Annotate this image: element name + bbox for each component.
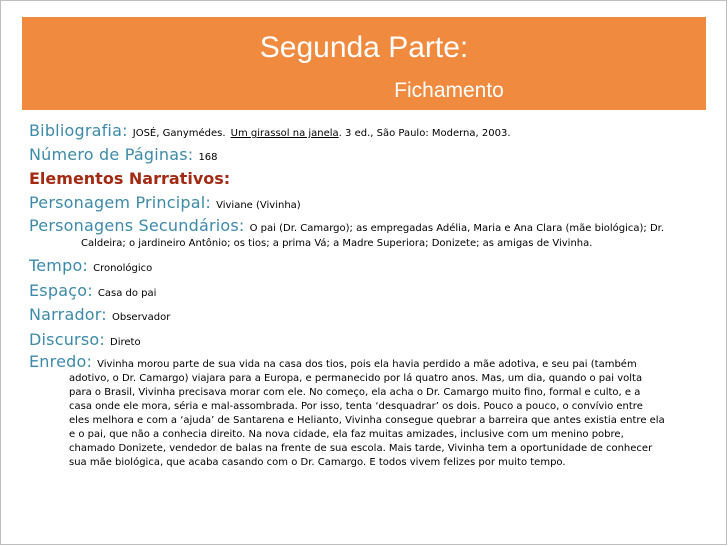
espaco-value: Casa do pai (97, 288, 157, 299)
bibliografia-edition: . 3 ed., São Paulo: Moderna, 2003. (338, 128, 511, 139)
espaco-label: Espaço: (29, 281, 93, 300)
espaco-row (29, 278, 711, 303)
enredo-line: casa onde ele mora, séria e mal-assombrada. Por isso, tenta ‘desquadrar’ os dois. Pouco a pouco, o convívio entre (69, 401, 643, 412)
narrador-row (29, 303, 711, 327)
enredo-line: adotivo, o Dr. Camargo) viajara para a Europa, e permanecido por lá quatro anos. Mas, um dia, quando o pai volta (69, 373, 643, 384)
tempo-row (29, 254, 711, 278)
discurso-label: Discurso: (29, 330, 105, 349)
slide-subtitle: Fichamento (394, 79, 504, 102)
slide-title: Segunda Parte: (259, 31, 469, 64)
enredo-line1: Vivinha morou parte de sua vida na casa dos tios, pois ela havia perdido a mãe adotiva, e seu pai (também (97, 359, 637, 370)
slide-content (29, 119, 711, 470)
elementos-heading: Elementos Narrativos: (29, 169, 231, 188)
paginas-row (29, 142, 711, 167)
personagem-principal-row (29, 191, 711, 215)
enredo-line: chamado Donizete, vendedor de balas na frente de sua escola. Mais tarde, Vivinha tem a oportunidade de conhecer (69, 443, 653, 454)
personagens-secundarios-row (29, 215, 711, 237)
tempo-value: Cronológico (93, 263, 153, 274)
enredo-row (29, 352, 711, 372)
enredo-label: Enredo: (29, 352, 93, 371)
discurso-row (29, 327, 711, 352)
paginas-label: Número de Páginas: (29, 145, 194, 164)
discurso-value: Direto (110, 337, 141, 348)
bibliografia-author: JOSÉ, Ganymédes. (132, 128, 226, 139)
personagens-secundarios-line1: O pai (Dr. Camargo); as empregadas Adélia, Maria e Ana Clara (mãe biológica); Dr. (249, 223, 665, 234)
narrador-label: Narrador: (29, 305, 107, 324)
bibliografia-label: Bibliografia: (29, 121, 128, 140)
paginas-value: 168 (198, 152, 218, 163)
bibliografia-row (29, 119, 711, 142)
bibliografia-book-title: Um girassol na janela (230, 128, 339, 139)
personagens-secundarios-label: Personagens Secundários: (29, 216, 245, 235)
narrador-value: Observador (111, 312, 171, 323)
enredo-line: eles melhora e com a ‘ajuda’ de Santarena e Helianto, Vivinha consegue quebrar a barreira que antes existia entre ela (69, 415, 665, 426)
title-banner (22, 17, 706, 110)
tempo-label: Tempo: (29, 256, 89, 275)
personagem-principal-value: Viviane (Vivinha) (216, 200, 301, 211)
enredo-line: para o Brasil, Vivinha precisava morar com ele. No começo, ela acha o Dr. Camargo muito fino, formal e culto, e a (69, 387, 641, 398)
personagem-principal-label: Personagem Principal: (29, 193, 212, 212)
personagens-secundarios-line2: Caldeira; o jardineiro Antônio; os tios; a prima Vá; a Madre Superiora; Donizete; as amigas de Vivinha. (81, 238, 593, 249)
enredo-line: e o pai, que não a conhecia direito. Na nova cidade, ela faz muitas amizades, inclusive com um menino pobre, (69, 429, 624, 440)
enredo-line: sua mãe biológica, que acaba casando com o Dr. Camargo. E todos vivem felizes por muito tempo. (69, 457, 566, 468)
elementos-row (29, 167, 711, 191)
